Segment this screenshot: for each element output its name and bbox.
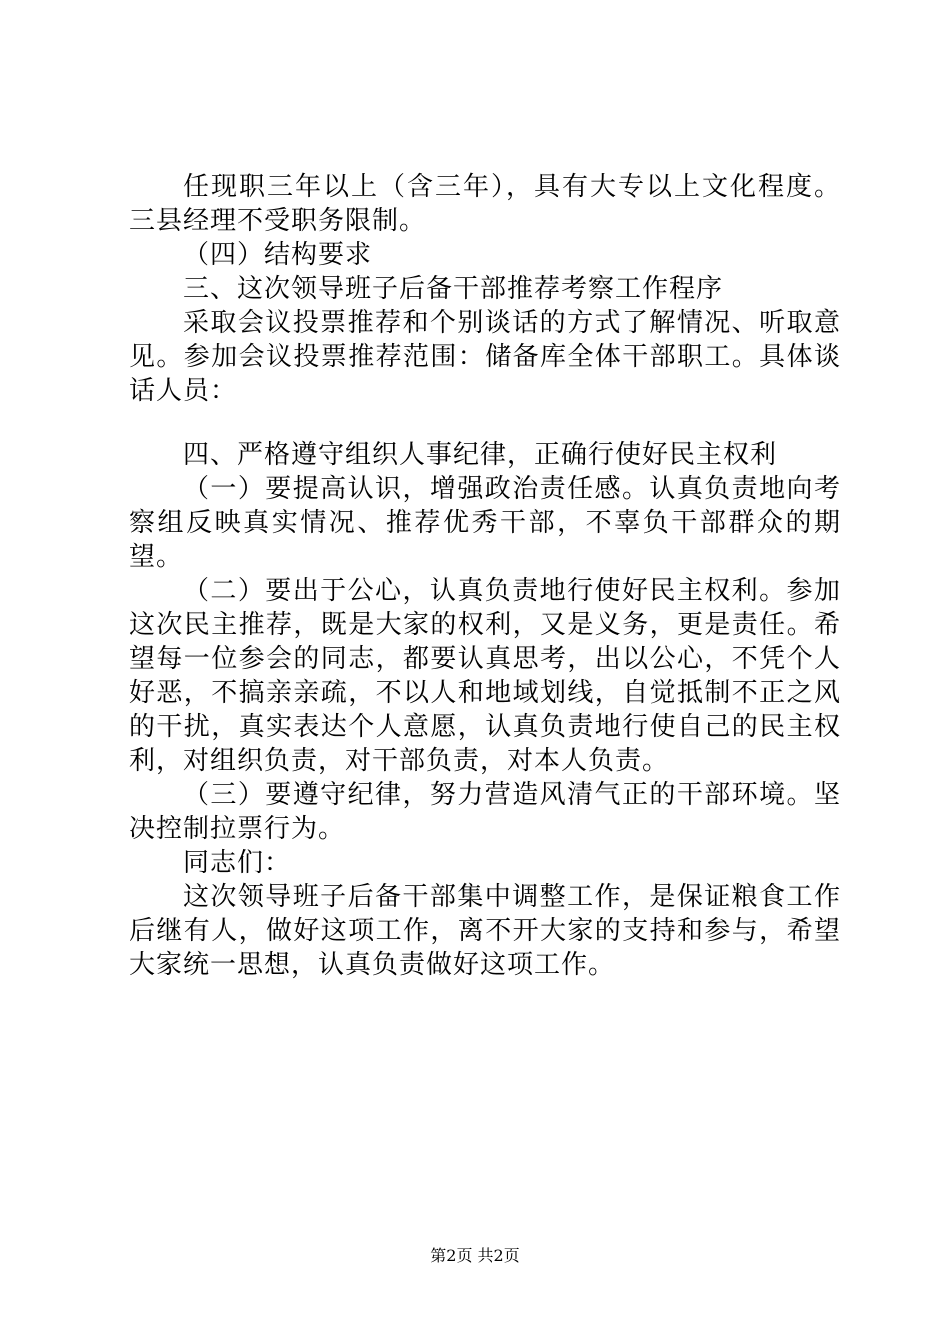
paragraph-qualifications: 任现职三年以上（含三年），具有大专以上文化程度。三县经理不受职务限制。 bbox=[129, 172, 841, 236]
page-number-footer: 第2页 共2页 bbox=[430, 1246, 520, 1265]
paragraph-procedure: 采取会议投票推荐和个别谈话的方式了解情况、听取意见。参加会议投票推荐范围：储备库全体干部职工。具体谈话人员： bbox=[129, 308, 841, 406]
section-heading-discipline: 四、严格遵守组织人事纪律，正确行使好民主权利 bbox=[183, 440, 778, 470]
section-heading-procedure: 三、这次领导班子后备干部推荐考察工作程序 bbox=[183, 274, 724, 304]
paragraph-structure-heading: （四）结构要求 bbox=[183, 240, 373, 270]
paragraph-point-two: （二）要出于公心，认真负责地行使好民主权利。参加这次民主推荐，既是大家的权利，又是义务，更是责任。希望每一位参会的同志，都要认真思考，出以公心，不凭个人好恶，不搞亲亲疏，不以人和地域划线，自觉抵制不正之风的干扰，真实表达个人意愿，认真负责地行使自己的民主权利，对组织负责，对干部负责，对本人负责。 bbox=[129, 576, 841, 776]
paragraph-salutation: 同志们： bbox=[183, 848, 292, 878]
paragraph-closing: 这次领导班子后备干部集中调整工作，是保证粮食工作后继有人，做好这项工作，离不开大家的支持和参与，希望大家统一思想，认真负责做好这项工作。 bbox=[129, 882, 841, 980]
document-body bbox=[129, 170, 841, 982]
paragraph-point-one: （一）要提高认识，增强政治责任感。认真负责地向考察组反映真实情况、推荐优秀干部，不辜负干部群众的期望。 bbox=[129, 474, 841, 572]
paragraph-point-three: （三）要遵守纪律，努力营造风清气正的干部环境。坚决控制拉票行为。 bbox=[129, 780, 841, 844]
blank-line bbox=[129, 408, 841, 438]
